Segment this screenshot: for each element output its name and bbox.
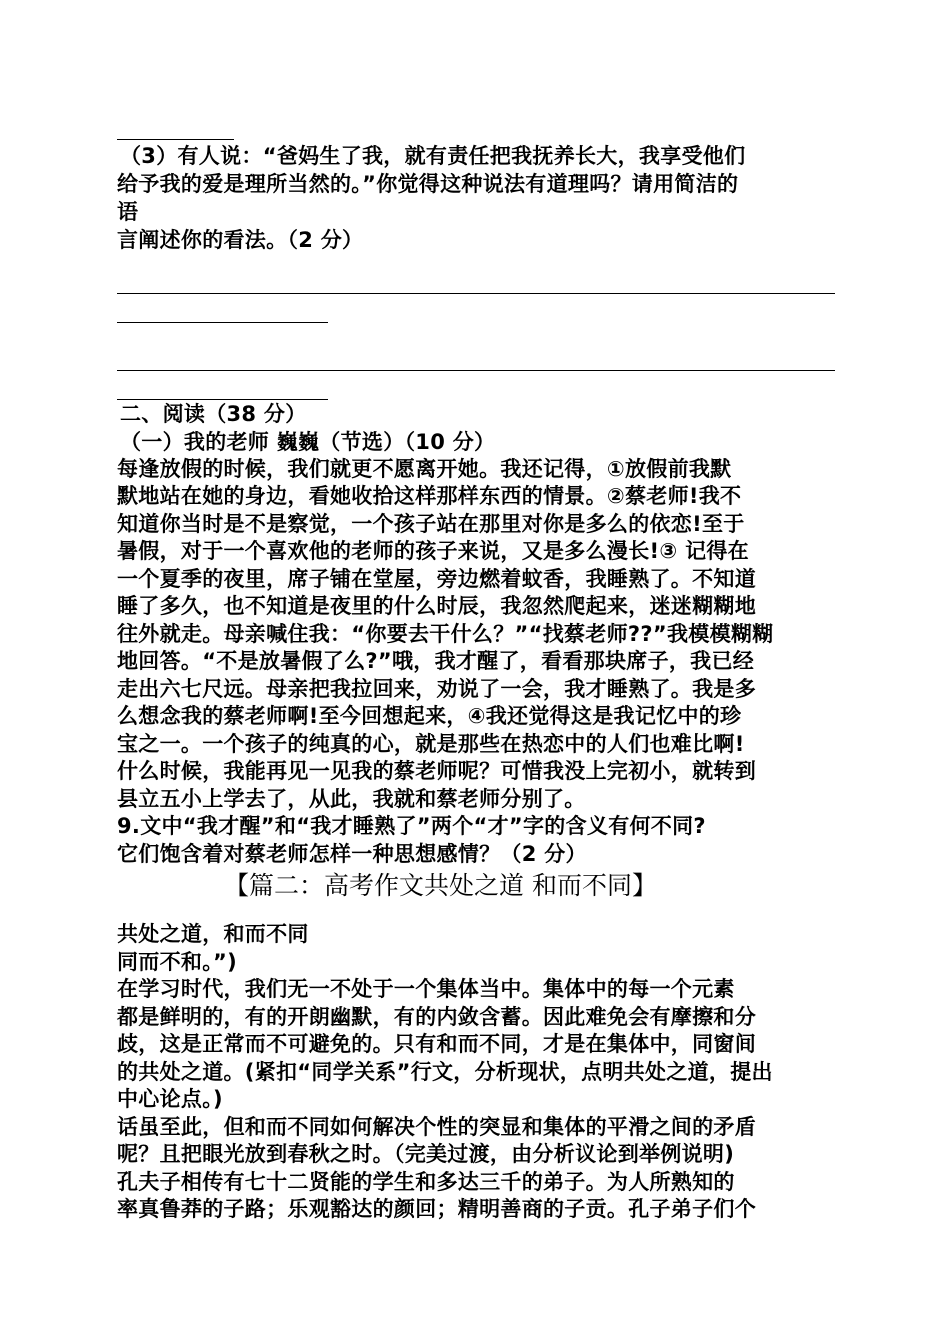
q3-line2: 给予我的爱是理所当然的。”你觉得这种说法有道理吗？请用简洁的	[117, 172, 739, 196]
essay-line: 率真鲁莽的子路；乐观豁达的颜回；精明善商的子贡。孔子弟子们个	[117, 1197, 756, 1221]
passage-line: 走出六七尺远。母亲把我拉回来，劝说了一会，我才睡熟了。我是多	[117, 677, 756, 701]
passage-line: 地回答。“不是放暑假了么?”哦，我才醒了，看看那块席子，我已经	[117, 649, 755, 673]
subsection-heading: （一）我的老师 巍巍（节选）（10 分）	[120, 430, 496, 454]
top-answer-line	[117, 139, 234, 140]
section-heading: 二、阅读（38 分）	[120, 402, 307, 426]
passage-line: 一个夏季的夜里，席子铺在堂屋，旁边燃着蚊香，我睡熟了。不知道	[117, 567, 756, 591]
essay-line: 共处之道，和而不同	[117, 922, 309, 946]
passage-line: 什么时候，我能再见一见我的蔡老师呢？可惜我没上完初小，就转到	[117, 759, 756, 783]
passage-line: 县立五小上学去了，从此，我就和蔡老师分别了。	[117, 787, 586, 811]
essay-line: 都是鲜明的，有的开朗幽默，有的内敛含蓄。因此难免会有摩擦和分	[117, 1005, 756, 1029]
answer-line-1-tail	[117, 322, 328, 323]
essay-line: 歧，这是正常而不可避免的。只有和而不同，才是在集体中，同窗间	[117, 1032, 756, 1056]
q3-line1: （3）有人说：“爸妈生了我，就有责任把我抚养长大，我享受他们	[120, 144, 746, 168]
q3-line3: 语	[117, 200, 139, 224]
essay-line: 在学习时代，我们无一不处于一个集体当中。集体中的每一个元素	[117, 977, 735, 1001]
answer-line-2	[117, 370, 835, 371]
question-9-line2: 它们饱含着对蔡老师怎样一种思想感情？（2 分）	[117, 842, 587, 866]
essay-line: 孔夫子相传有七十二贤能的学生和多达三千的弟子。为人所熟知的	[117, 1170, 735, 1194]
answer-line-2-tail	[117, 399, 328, 400]
passage-line: 么想念我的蔡老师啊!至今回想起来，④我还觉得这是我记忆中的珍	[117, 704, 742, 728]
essay-title: 【篇二：高考作文共处之道 和而不同】	[224, 871, 657, 900]
essay-line: 话虽至此，但和而不同如何解决个性的突显和集体的平滑之间的矛盾	[117, 1115, 756, 1139]
passage-line: 宝之一。一个孩子的纯真的心，就是那些在热恋中的人们也难比啊!	[117, 732, 745, 756]
passage-line: 知道你当时是不是察觉，一个孩子站在那里对你是多么的依恋!至于	[117, 512, 745, 536]
passage-line: 暑假，对于一个喜欢他的老师的孩子来说，又是多么漫长!③ 记得在	[117, 539, 749, 563]
essay-line: 呢？且把眼光放到春秋之时。（完美过渡，由分析议论到举例说明)	[117, 1142, 735, 1166]
essay-line: 的共处之道。(紧扣“同学关系”行文，分析现状，点明共处之道，提出	[117, 1060, 773, 1084]
passage-line: 往外就走。母亲喊住我：“你要去干什么？”“找蔡老师??”我模模糊糊	[117, 622, 774, 646]
passage-line: 睡了多久，也不知道是夜里的什么时辰，我忽然爬起来，迷迷糊糊地	[117, 594, 756, 618]
essay-line: 中心论点。)	[117, 1087, 223, 1111]
answer-line-1	[117, 293, 835, 294]
essay-line: 同而不和。”)	[117, 950, 237, 974]
passage-line: 每逢放假的时候，我们就更不愿离开她。我还记得，①放假前我默	[117, 457, 732, 481]
question-9-line1: 9.文中“我才醒”和“我才睡熟了”两个“才”字的含义有何不同?	[117, 814, 706, 838]
passage-line: 默地站在她的身边，看她收拾这样那样东西的情景。②蔡老师!我不	[117, 484, 742, 508]
q3-line4: 言阐述你的看法。（2 分）	[117, 228, 364, 252]
